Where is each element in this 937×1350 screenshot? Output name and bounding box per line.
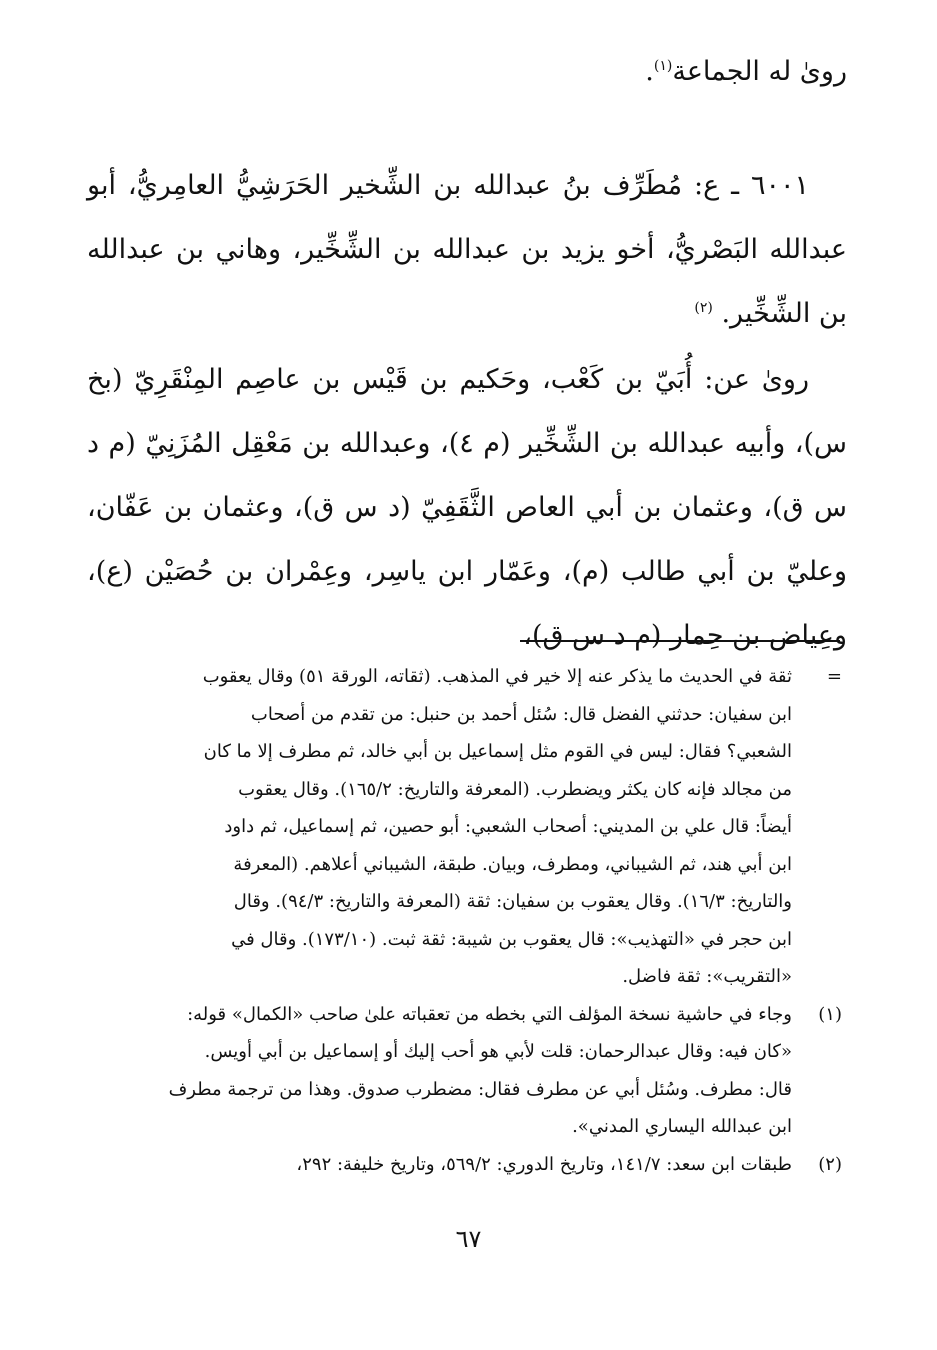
footnote-2 xyxy=(97,1146,842,1184)
footnote-line: والتاريخ: ١٦/٣). وقال يعقوب بن سفيان: ثقة (المعرفة والتاريخ: ٩٤/٣). وقال xyxy=(233,891,792,912)
footnote-line: طبقات ابن سعد: ١٤١/٧، وتاريخ الدوري: ٥٦٩/٢، وتاريخ خليفة: ٢٩٢، xyxy=(296,1153,792,1175)
page-number: ٦٧ xyxy=(455,1225,482,1253)
footnote-line: ابن سفيان: حدثني الفضل قال: سُئل أحمد بن حنبل: من تقدم من أصحاب xyxy=(250,703,792,725)
footnote-line: الشعبي؟ فقال: ليس في القوم مثل إسماعيل بن أبي خالد، ثم مطرف إلا ما كان xyxy=(203,741,792,762)
footnote-body xyxy=(97,658,792,996)
footnote-line: ابن حجر في «التهذيب»: قال يعقوب بن شيبة: ثقة ثبت. (١٧٣/١٠). وقال في xyxy=(231,928,792,950)
footnote-ref-2: (٢) xyxy=(694,300,713,316)
footnote-separator xyxy=(520,640,840,642)
entry-text: ٦٠٠١ ـ ع: مُطَرِّف بنُ عبدالله بن الشِّخير الحَرَشِيُّ العامِريُّ، أبو عبدالله البَصْريُّ، أخو يزيد بن عبدالله بن الشِّخِّير، وهاني بن عبدالله بن الشِّخِّير. xyxy=(87,170,847,329)
narrated-paragraph: روىٰ عن: أُبَيّ بن كَعْب، وحَكيم بن قَيْس بن عاصِم المِنْقَرِيّ (بخ س)، وأبيه عبدالله بن الشِّخِّير (م ٤)، وعبدالله بن مَعْقِل المُزَنِيّ (م د س ق)، وعثمان بن أبي العاص الثَّقَفِيّ (د س ق)، وعثمان بن عَفّان، وعليّ بن أبي طالب (م)، وعَمّار ابن ياسِر، وعِمْران بن حُصَيْن (ع)، وعِياض بن حِمار (م د س ق)، xyxy=(87,364,847,651)
footnote-line: ثقة في الحديث ما يذكر عنه إلا خير في المذهب. (ثقاته، الورقة ٥١) وقال يعقوب xyxy=(202,666,792,687)
main-text xyxy=(87,40,847,668)
footnote-line: «التقريب»: ثقة فاضل. xyxy=(622,966,792,987)
footnote-line: من مجالد فإنه كان يكثر ويضطرب. (المعرفة والتاريخ: ١٦٥/٢). وقال يعقوب xyxy=(238,778,792,800)
footnote-line: وجاء في حاشية نسخة المؤلف التي بخطه من تعقباته علىٰ صاحب «الكمال» قوله: xyxy=(187,1003,792,1025)
footnote-marker: = xyxy=(826,666,842,687)
footnotes xyxy=(97,658,842,1183)
footnote-marker: (٢) xyxy=(818,1153,842,1175)
footnote-continuation xyxy=(97,658,842,996)
footnote-line: ابن عبدالله اليساري المدني». xyxy=(572,1116,792,1137)
intro-end: . xyxy=(645,56,654,87)
footnote-line: ابن أبي هند، ثم الشيباني، ومطرف، وبيان. طبقة، الشيباني أعلاهم. (المعرفة xyxy=(233,853,792,875)
intro-text: روىٰ له الجماعة xyxy=(672,56,847,87)
footnote-ref-1: (١) xyxy=(653,58,673,74)
intro-line xyxy=(87,40,847,104)
footnote-1 xyxy=(97,996,842,1146)
footnote-body xyxy=(97,996,792,1146)
footnote-body xyxy=(97,1146,792,1184)
footnote-line: قال: مطرف. وسُئل أبي عن مطرف فقال: مضطرب صدوق. وهذا من ترجمة مطرف xyxy=(168,1078,792,1100)
footnote-marker: (١) xyxy=(818,1003,842,1025)
footnote-line: أيضاً: قال علي بن المديني: أصحاب الشعبي: أبو حصين، ثم إسماعيل، ثم داود xyxy=(224,816,792,837)
entry-paragraph xyxy=(87,154,847,346)
footnote-line: «كان فيه: وقال عبدالرحمان: قلت لأبي هو أحب إليك أو إسماعيل بن أبي أويس. xyxy=(204,1041,792,1062)
